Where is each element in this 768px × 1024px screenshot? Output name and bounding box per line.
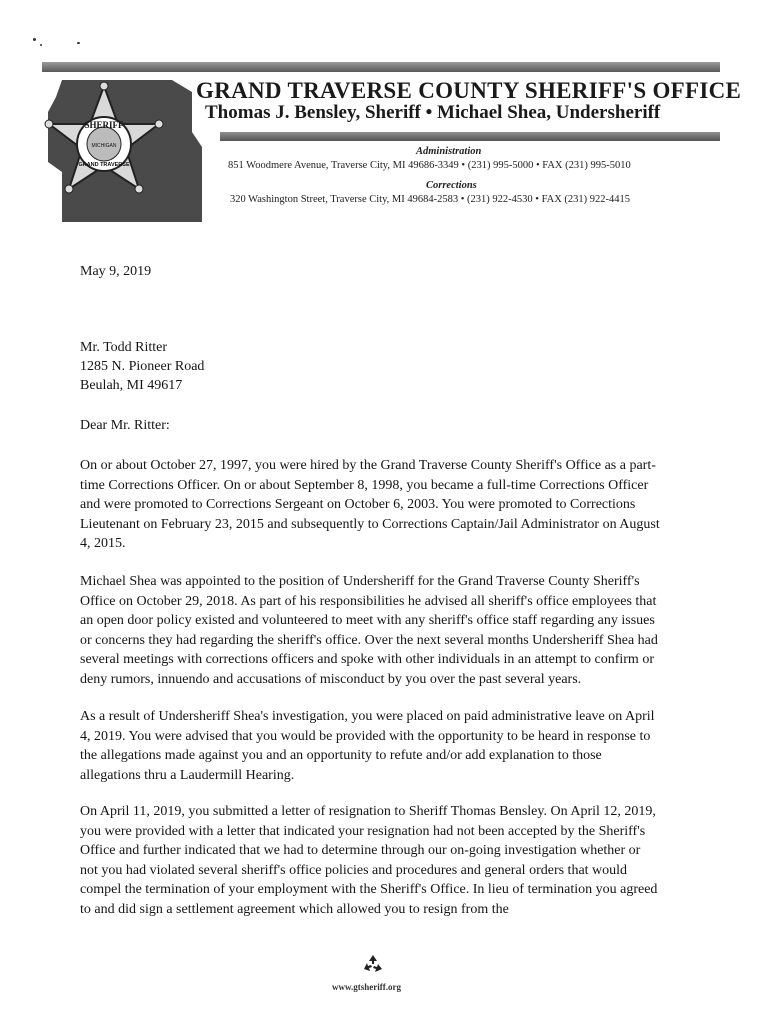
- paragraph-employment-history: On or about October 27, 1997, you were hired by the Grand Traverse County Sheriff's Office as a part-time Corrections Officer. On or about September 8, 1998, you became a full-time Corrections Officer and were promoted to Corrections Sergeant on October 6, 2003. You were promoted to Corrections Lieutenant on February 23, 2015 and subsequently to Corrections Captain/Jail Administrator on August 4, 2015.: [80, 458, 660, 551]
- administration-label: Administration: [416, 146, 482, 157]
- scan-speck: [77, 42, 80, 44]
- officials-line: Thomas J. Bensley, Sheriff • Michael Shea, Undersheriff: [205, 102, 661, 123]
- paragraph-undersheriff-appointment: Michael Shea was appointed to the position of Undersheriff for the Grand Traverse County Sheriff's Office on October 29, 2018. As part of his responsibilities he advised all sheriff's office employees that an open door policy existed and volunteered to meet with any sheriff's office staff regarding any issues or concerns they had regarding the sheriff's office. Over the next several months Undersheriff Shea had several meetings with corrections officers and spoke with other individuals in an attempt to confirm or deny rumors, innuendo and accusations of misconduct by you over the past several years.: [80, 574, 658, 687]
- corrections-label: Corrections: [426, 180, 477, 191]
- letterhead-mid-bar: [220, 132, 720, 141]
- paragraph-administrative-leave: As a result of Undersheriff Shea's investigation, you were placed on paid administrative leave on April 4, 2019. You were advised that you would be provided with the opportunity to be heard in response to the allegations made against you and an opportunity to refute and/or add explanation to those allegations thru a Laudermill Hearing.: [80, 709, 655, 783]
- letterhead-top-bar: [42, 62, 720, 72]
- recycle-icon: [360, 952, 386, 978]
- michigan-badge-logo: [42, 72, 212, 222]
- letter-date: May 9, 2019: [80, 264, 152, 279]
- salutation: Dear Mr. Ritter:: [80, 418, 170, 433]
- footer-website: www.gtsheriff.org: [332, 982, 401, 992]
- scan-speck: [33, 38, 36, 41]
- corrections-address: 320 Washington Street, Traverse City, MI 49684-2583 • (231) 922-4530 • FAX (231) 922-4415: [230, 194, 631, 205]
- paragraph-resignation: On April 11, 2019, you submitted a letter of resignation to Sheriff Thomas Bensley. On April 12, 2019, you were provided with a letter that indicated your resignation had not been accepted by the Sheriff's Office and further indicated that we had to determine through our on-going investigation whether or not you had violated several sheriff's office policies and procedures and general orders that would compel the termination of your employment with the Sheriff's Office. In lieu of termination you agreed to and did sign a settlement agreement which allowed you to resign from the: [80, 804, 658, 917]
- badge-ring-text: GRAND TRAVERSE: [78, 162, 130, 168]
- recipient-street: 1285 N. Pioneer Road: [80, 359, 205, 374]
- agency-name: GRAND TRAVERSE COUNTY SHERIFF'S OFFICE: [196, 78, 742, 103]
- recipient-city: Beulah, MI 49617: [80, 378, 183, 393]
- badge-word: SHERIFF: [84, 120, 124, 130]
- scan-speck: [40, 44, 42, 46]
- recipient-name: Mr. Todd Ritter: [80, 340, 168, 355]
- badge-state: MICHIGAN: [91, 143, 117, 149]
- administration-address: 851 Woodmere Avenue, Traverse City, MI 49686-3349 • (231) 995-5000 • FAX (231) 995-5010: [228, 160, 631, 171]
